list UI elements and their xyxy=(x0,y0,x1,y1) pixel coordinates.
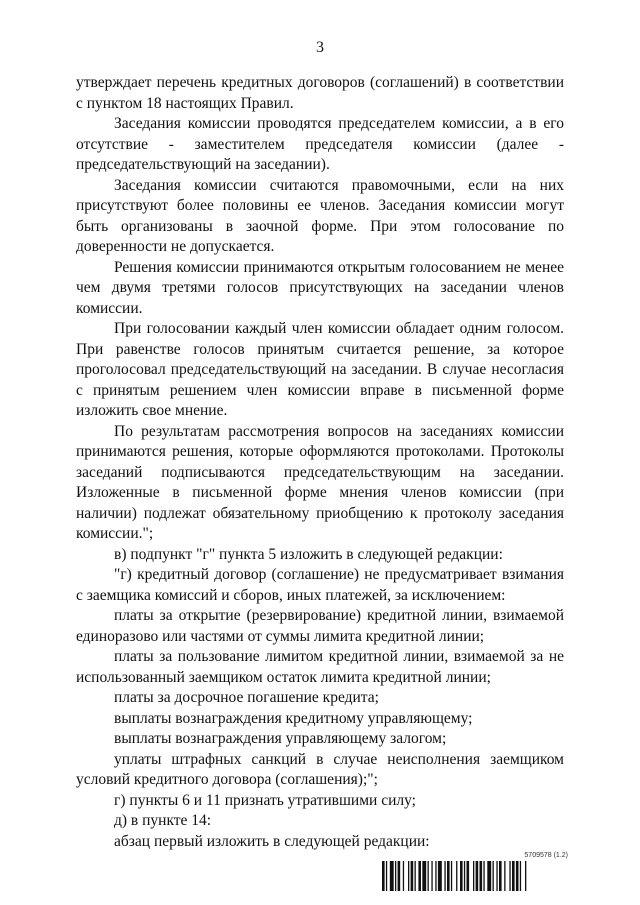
paragraph-11: платы за досрочное погашение кредита; xyxy=(114,689,379,706)
barcode-bar xyxy=(496,861,497,891)
paragraph-9: платы за открытие (резервирование) кредитной линии, взимаемой единоразово или частями от суммы лимита кредитной линии; xyxy=(76,607,564,645)
barcode-bar xyxy=(444,861,445,891)
barcode-bar xyxy=(408,861,409,891)
barcode-bar xyxy=(460,861,463,891)
document-body xyxy=(76,73,564,852)
barcode-bar xyxy=(418,861,421,891)
paragraph-10: платы за пользование лимитом кредитной линии, взимаемой за не использованный заемщиком остаток лимита кредитной линии; xyxy=(76,648,564,686)
barcode-bar xyxy=(504,861,505,891)
barcode-bar xyxy=(451,861,452,891)
paragraph-15: г) пункты 6 и 11 признать утратившими силу; xyxy=(114,791,416,809)
barcode-bar xyxy=(473,861,474,891)
barcode-bar xyxy=(435,861,436,891)
barcode-bar xyxy=(438,861,442,891)
barcode-bar xyxy=(382,861,385,891)
barcode-bar xyxy=(483,861,484,891)
paragraph-4: Решения комиссии принимаются открытым голосованием не менее чем двумя третями голосов присутствующих на заседании членов комиссии. xyxy=(76,258,564,317)
barcode-bar xyxy=(447,861,450,891)
barcode-bar xyxy=(520,861,521,891)
barcode-bar xyxy=(415,861,416,891)
paragraph-16: д) в пункте 14: xyxy=(114,812,212,829)
barcode-bar xyxy=(476,861,479,891)
paragraph-13: выплаты вознаграждения управляющему залогом; xyxy=(114,730,447,747)
barcode-bar xyxy=(525,861,526,891)
barcode-bar xyxy=(422,861,426,891)
barcode-bar xyxy=(512,861,515,891)
barcode-bar xyxy=(428,861,429,891)
barcode-bar xyxy=(395,861,396,891)
barcode-bar xyxy=(509,861,510,891)
paragraph-1: утверждает перечень кредитных договоров (соглашений) в соответствии с пунктом 18 настоящих Правил. xyxy=(76,74,564,112)
paragraph-7: в) подпункт "г" пункта 5 изложить в следующей редакции: xyxy=(114,545,503,563)
barcode-bar xyxy=(411,861,414,891)
paragraph-8: "г) кредитный договор (соглашение) не предусматривает взимания с заемщика комиссий и сборов, иных платежей, за исключением: xyxy=(76,566,564,604)
barcode-code: 5709578 (1.2) xyxy=(524,852,568,859)
barcode-bar xyxy=(493,861,494,891)
barcode-bar xyxy=(480,861,483,891)
barcode-bar xyxy=(456,861,457,891)
barcode-bar xyxy=(431,861,432,891)
paragraph-3: Заседания комиссии считаются правомочными, если на них присутствуют более половины ее членов. Заседания комиссии могут быть организованы в заочной форме. При этом голосование по доверенности не допускается. xyxy=(76,176,564,255)
barcode-bar xyxy=(390,861,394,891)
paragraph-6: По результатам рассмотрения вопросов на заседаниях комиссии принимаются решения, которые оформляются протоколами. Протоколы заседаний подписываются председательствующим на заседании. Изложенные в письменной форме мнения членов комиссии (при наличии) подлежат обязательному приобщению к протоколу заседания комиссии."; xyxy=(76,422,564,542)
barcode-bar xyxy=(487,861,491,891)
paragraph-12: выплаты вознаграждения кредитному управляющему; xyxy=(114,709,473,727)
barcode-bar xyxy=(516,861,519,891)
paragraph-14: уплаты штрафных санкций в случае неисполнения заемщиком условий кредитного договора (соглашения);"; xyxy=(76,750,564,788)
barcode-bar xyxy=(386,861,387,891)
paragraph-2: Заседания комиссии проводятся председателем комиссии, а в его отсутствие - заместителем председателя комиссии (далее - председательствующий на заседании). xyxy=(76,115,564,173)
barcode-bar xyxy=(467,861,470,891)
paragraph-5: При голосовании каждый член комиссии обладает одним голосом. При равенстве голосов принятым считается решение, за которое проголосовал председательствующий на заседании. В случае несогласия с принятым решением член комиссии вправе в письменной форме изложить свое мнение. xyxy=(76,320,564,419)
paragraph-17: абзац первый изложить в следующей редакции: xyxy=(114,832,430,850)
barcode-icon xyxy=(382,861,568,891)
barcode-bar xyxy=(398,861,401,891)
barcode-bar xyxy=(464,861,465,891)
barcode-bar xyxy=(499,861,502,891)
page-number: 3 xyxy=(316,39,324,56)
barcode-bar xyxy=(403,861,404,891)
barcode xyxy=(382,852,568,892)
